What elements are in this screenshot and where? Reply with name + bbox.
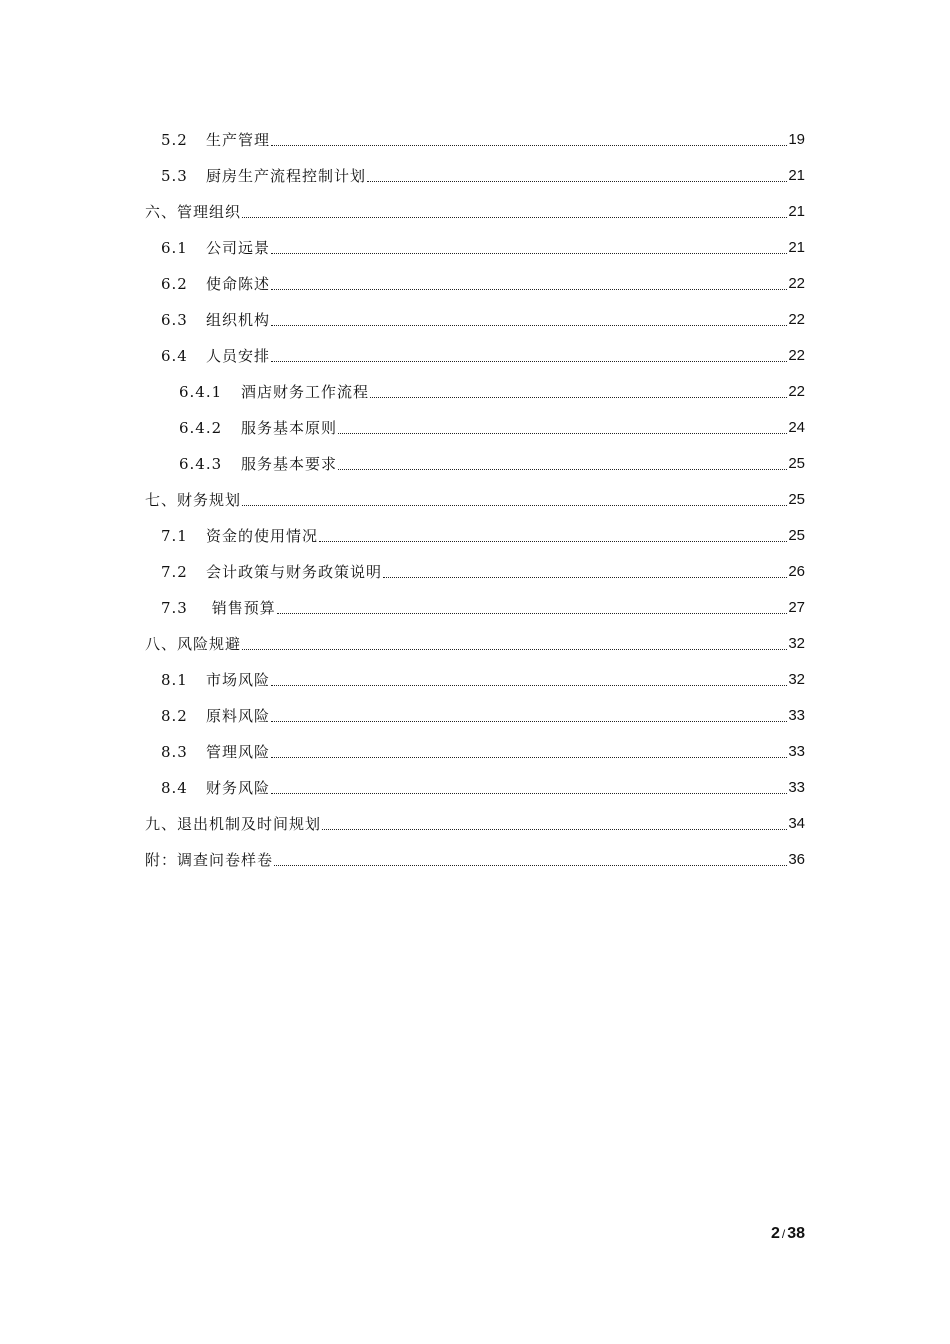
toc-entry-page: 25	[788, 491, 805, 508]
toc-entry[interactable]	[145, 116, 805, 152]
toc-entry[interactable]	[145, 332, 805, 368]
current-page: 2	[770, 1225, 780, 1242]
dot-leader	[242, 505, 787, 506]
dot-leader	[271, 685, 787, 686]
toc-entry-number: 6.4	[161, 347, 188, 365]
toc-entry[interactable]	[145, 692, 805, 728]
toc-entry-number: 6.4.3	[179, 455, 223, 473]
toc-entry-page: 21	[788, 203, 805, 220]
toc-entry-page: 32	[788, 635, 805, 652]
dot-leader	[367, 181, 787, 182]
toc-entry-title: 六、管理组织	[145, 203, 242, 221]
toc-entry[interactable]	[145, 368, 805, 404]
dot-leader	[319, 541, 787, 542]
toc-entry-title: 原料风险	[206, 707, 271, 725]
dot-leader	[271, 721, 787, 722]
toc-entry[interactable]	[145, 260, 805, 296]
toc-entry[interactable]	[145, 836, 805, 872]
toc-entry[interactable]	[145, 296, 805, 332]
toc-entry-number: 5.2	[161, 131, 188, 149]
toc-entry-page: 25	[788, 455, 805, 472]
toc-entry[interactable]	[145, 152, 805, 188]
dot-leader	[338, 469, 787, 470]
toc-entry[interactable]	[145, 656, 805, 692]
toc-entry-number: 6.2	[161, 275, 188, 293]
toc-entry-page: 21	[788, 167, 805, 184]
toc-entry-title: 八、风险规避	[145, 635, 242, 653]
toc-entry-title: 服务基本原则	[241, 419, 338, 437]
toc-entry[interactable]	[145, 224, 805, 260]
dot-leader	[277, 613, 788, 614]
dot-leader	[271, 757, 787, 758]
toc-entry-page: 26	[788, 563, 805, 580]
toc-entry[interactable]	[145, 548, 805, 584]
dot-leader	[271, 361, 787, 362]
toc-entry[interactable]	[145, 764, 805, 800]
toc-entry[interactable]	[145, 440, 805, 476]
toc-entry-title: 使命陈述	[206, 275, 271, 293]
toc-entry-page: 22	[788, 347, 805, 364]
toc-entry-number: 7.3	[161, 599, 188, 617]
toc-entry[interactable]	[145, 728, 805, 764]
toc-entry-title: 财务风险	[206, 779, 271, 797]
dot-leader	[271, 253, 787, 254]
toc-entry-number: 8.2	[161, 707, 188, 725]
toc-entry-number: 5.3	[161, 167, 188, 185]
table-of-contents	[145, 116, 805, 872]
dot-leader	[271, 289, 787, 290]
toc-entry-title: 附：调查问卷样卷	[145, 851, 274, 869]
toc-entry-title: 生产管理	[206, 131, 271, 149]
toc-entry-title: 资金的使用情况	[206, 527, 319, 545]
dot-leader	[271, 793, 787, 794]
dot-leader	[338, 433, 787, 434]
toc-entry-title: 组织机构	[206, 311, 271, 329]
toc-entry[interactable]	[145, 188, 805, 224]
dot-leader	[242, 217, 787, 218]
toc-entry-page: 21	[788, 239, 805, 256]
toc-entry-page: 19	[788, 131, 805, 148]
toc-entry-number: 6.3	[161, 311, 188, 329]
page-number	[771, 1225, 805, 1243]
toc-entry-title: 酒店财务工作流程	[241, 383, 370, 401]
toc-entry-page: 36	[788, 851, 805, 868]
toc-entry-page: 22	[788, 311, 805, 328]
toc-entry-page: 32	[788, 671, 805, 688]
toc-entry-title: 市场风险	[206, 671, 271, 689]
toc-entry-page: 27	[788, 599, 805, 616]
toc-entry-number: 8.4	[161, 779, 188, 797]
dot-leader	[271, 325, 787, 326]
page-separator: /	[781, 1227, 786, 1241]
toc-entry[interactable]	[145, 512, 805, 548]
toc-entry-page: 24	[788, 419, 805, 436]
toc-entry-number: 8.3	[161, 743, 188, 761]
toc-entry-number: 6.1	[161, 239, 188, 257]
toc-entry-page: 34	[788, 815, 805, 832]
toc-entry-number: 6.4.1	[179, 383, 223, 401]
toc-entry-title: 服务基本要求	[241, 455, 338, 473]
toc-entry[interactable]	[145, 800, 805, 836]
toc-entry-title: 人员安排	[206, 347, 271, 365]
dot-leader	[383, 577, 787, 578]
toc-entry[interactable]	[145, 476, 805, 512]
toc-entry-title: 销售预算	[206, 599, 276, 617]
dot-leader	[370, 397, 787, 398]
total-pages: 38	[787, 1225, 805, 1242]
toc-entry-number: 6.4.2	[179, 419, 223, 437]
toc-entry-page: 22	[788, 383, 805, 400]
toc-entry-number: 7.1	[161, 527, 188, 545]
dot-leader	[242, 649, 787, 650]
dot-leader	[271, 145, 787, 146]
toc-entry-page: 33	[788, 707, 805, 724]
dot-leader	[322, 829, 787, 830]
toc-entry[interactable]	[145, 620, 805, 656]
toc-entry-title: 九、退出机制及时间规划	[145, 815, 322, 833]
dot-leader	[274, 865, 787, 866]
toc-entry-title: 七、财务规划	[145, 491, 242, 509]
toc-entry-page: 25	[788, 527, 805, 544]
toc-entry[interactable]	[145, 584, 805, 620]
toc-entry-title: 公司远景	[206, 239, 271, 257]
toc-entry-title: 会计政策与财务政策说明	[206, 563, 383, 581]
toc-entry-number: 7.2	[161, 563, 188, 581]
toc-entry-page: 22	[788, 275, 805, 292]
toc-entry-page: 33	[788, 743, 805, 760]
toc-entry-page: 33	[788, 779, 805, 796]
toc-entry-title: 管理风险	[206, 743, 271, 761]
toc-entry-number: 8.1	[161, 671, 188, 689]
toc-entry[interactable]	[145, 404, 805, 440]
toc-entry-title: 厨房生产流程控制计划	[206, 167, 367, 185]
